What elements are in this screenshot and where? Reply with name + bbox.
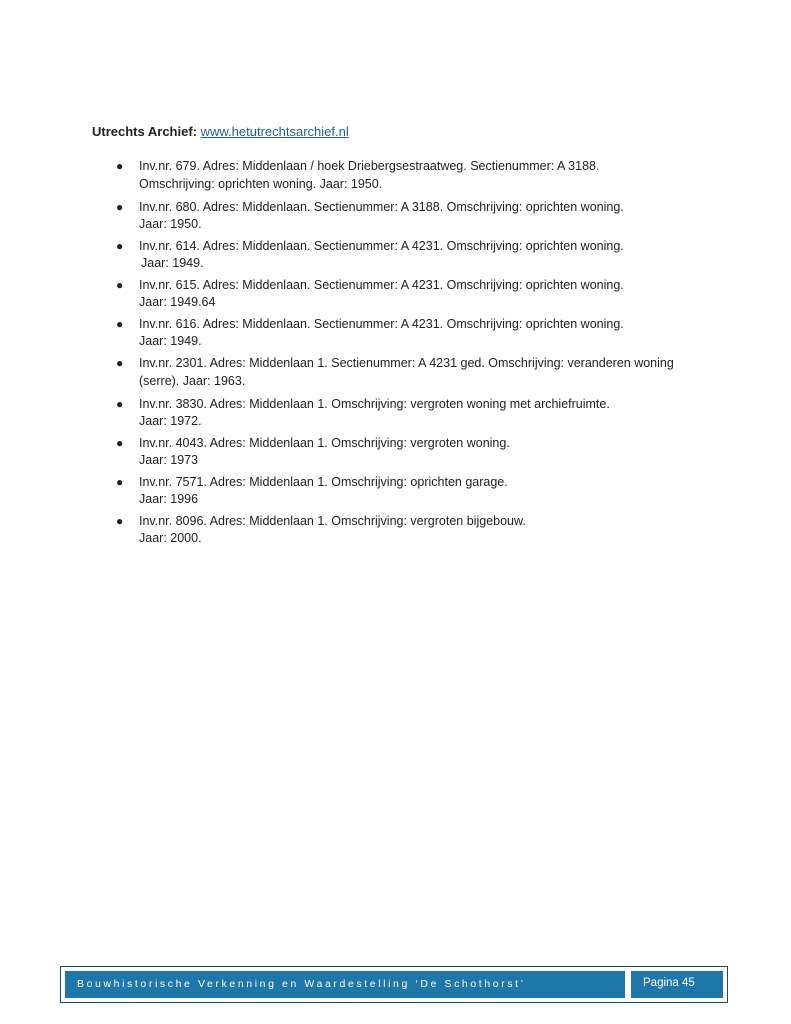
bullet-icon: ●	[116, 397, 124, 411]
inventory-list	[0, 158, 791, 552]
list-item-line: Inv.nr. 680. Adres: Middenlaan. Sectienummer: A 3188. Omschrijving: oprichten woning.	[139, 200, 624, 214]
list-item-line: Jaar: 1996	[139, 492, 199, 506]
footer-title: Bouwhistorische Verkenning en Waardestelling ‘De Schothorst’	[65, 971, 625, 998]
bullet-icon: ●	[116, 200, 124, 214]
bullet-icon: ●	[116, 436, 124, 450]
list-item-line: Inv.nr. 679. Adres: Middenlaan / hoek Driebergsestraatweg. Sectienummer: A 3188.	[139, 159, 600, 173]
list-item	[0, 158, 791, 194]
list-item-line: Inv.nr. 4043. Adres: Middenlaan 1. Omschrijving: vergroten woning.	[139, 436, 510, 450]
list-item	[0, 316, 791, 350]
bullet-icon: ●	[116, 239, 124, 253]
bullet-icon: ●	[116, 514, 124, 528]
bullet-icon: ●	[116, 317, 124, 331]
list-item-line: Inv.nr. 614. Adres: Middenlaan. Sectienummer: A 4231. Omschrijving: oprichten woning.	[139, 239, 624, 253]
list-item	[0, 435, 791, 469]
list-item	[0, 277, 791, 311]
list-item-line: Jaar: 1949.	[139, 334, 202, 348]
list-item-line: Jaar: 1949.64	[139, 295, 216, 309]
page-number: Pagina 45	[631, 971, 723, 998]
list-item-line: Inv.nr. 616. Adres: Middenlaan. Sectienummer: A 4231. Omschrijving: oprichten woning.	[139, 317, 624, 331]
section-label: Utrechts Archief:	[92, 124, 197, 139]
section-heading	[92, 124, 349, 140]
list-item	[0, 199, 791, 233]
list-item	[0, 396, 791, 430]
bullet-icon: ●	[116, 278, 124, 292]
list-item-line: Inv.nr. 615. Adres: Middenlaan. Sectienummer: A 4231. Omschrijving: oprichten woning.	[139, 278, 624, 292]
list-item-line: Jaar: 1950.	[139, 217, 202, 231]
list-item-line: Inv.nr. 3830. Adres: Middenlaan 1. Omschrijving: vergroten woning met archiefruimte.	[139, 397, 610, 411]
list-item-line: Jaar: 1949.	[141, 256, 204, 270]
bullet-icon: ●	[116, 159, 124, 173]
list-item-line: (serre). Jaar: 1963.	[139, 374, 246, 388]
list-item	[0, 238, 791, 272]
list-item-line: Inv.nr. 2301. Adres: Middenlaan 1. Sectienummer: A 4231 ged. Omschrijving: veranderen woning	[139, 356, 674, 370]
list-item-line: Jaar: 1973	[139, 453, 199, 467]
list-item-line: Omschrijving: oprichten woning. Jaar: 1950.	[139, 177, 383, 191]
list-item-line: Jaar: 1972.	[139, 414, 202, 428]
list-item-line: Inv.nr. 8096. Adres: Middenlaan 1. Omschrijving: vergroten bijgebouw.	[139, 514, 526, 528]
list-item	[0, 474, 791, 508]
list-item-line: Inv.nr. 7571. Adres: Middenlaan 1. Omschrijving: oprichten garage.	[139, 475, 508, 489]
archive-link[interactable]: www.hetutrechtsarchief.nl	[200, 124, 349, 139]
bullet-icon: ●	[116, 475, 124, 489]
list-item	[0, 355, 791, 391]
list-item-line: Jaar: 2000.	[139, 531, 202, 545]
bullet-icon: ●	[116, 356, 124, 370]
list-item	[0, 513, 791, 547]
page-footer	[60, 966, 728, 1003]
